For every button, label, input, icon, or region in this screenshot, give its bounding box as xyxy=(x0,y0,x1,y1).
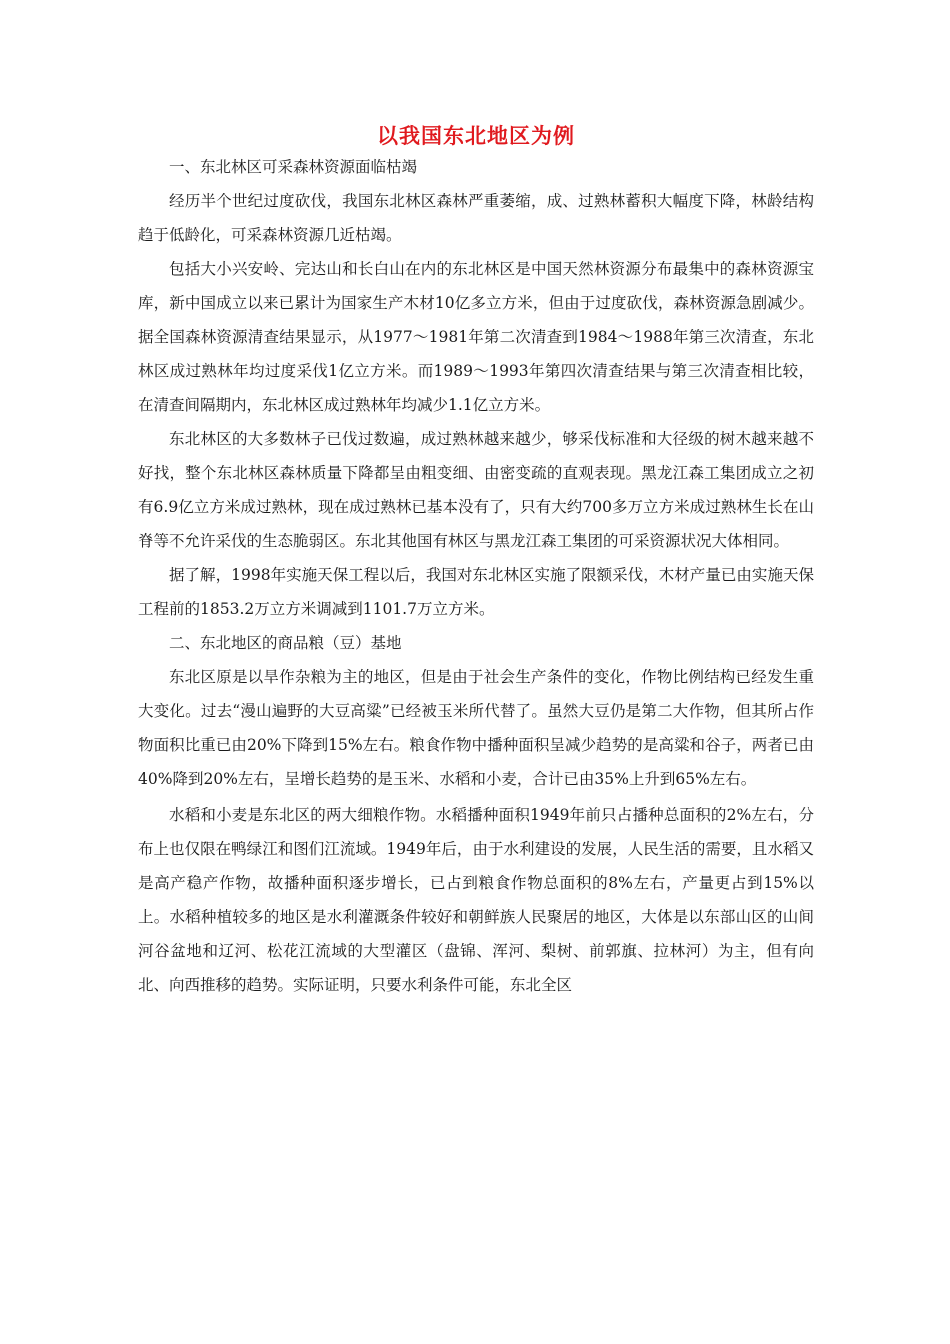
paragraph: 包括大小兴安岭、完达山和长白山在内的东北林区是中国天然林资源分布最集中的森林资源宝库，新中国成立以来已累计为国家生产木材10亿多立方米，但由于过度砍伐，森林资源急剧减少。据全国森林资源清查结果显示，从1977～1981年第二次清查到1984～1988年第三次清查，东北林区成过熟林年均过度采伐1亿立方米。而1989～1993年第四次清查结果与第三次清查相比较，在清查间隔期内，东北林区成过熟林年均减少1.1亿立方米。 xyxy=(138,260,814,414)
paragraph: 东北林区的大多数林子已伐过数遍，成过熟林越来越少，够采伐标准和大径级的树木越来越不好找，整个东北林区森林质量下降都呈由粗变细、由密变疏的直观表现。黑龙江森工集团成立之初有6.9亿立方米成过熟林，现在成过熟林已基本没有了，只有大约700多万立方米成过熟林生长在山脊等不允许采伐的生态脆弱区。东北其他国有林区与黑龙江森工集团的可采资源状况大体相同。 xyxy=(138,430,814,550)
document-title: 以我国东北地区为例 xyxy=(377,123,575,148)
paragraph: 东北区原是以旱作杂粮为主的地区，但是由于社会生产条件的变化，作物比例结构已经发生重大变化。过去“漫山遍野的大豆高粱”已经被玉米所代替了。虽然大豆仍是第二大作物，但其所占作物面积比重已由20%下降到15%左右。粮食作物中播种面积呈减少趋势的是高粱和谷子，两者已由40%降到20%左右，呈增长趋势的是玉米、水稻和小麦，合计已由35%上升到65%左右。 xyxy=(138,668,814,788)
section-heading-2: 二、东北地区的商品粮（豆）基地 xyxy=(169,634,402,652)
paragraph: 水稻和小麦是东北区的两大细粮作物。水稻播种面积1949年前只占播种总面积的2%左右，分布上也仅限在鸭绿江和图们江流域。1949年后，由于水利建设的发展，人民生活的需要，且水稻又是高产稳产作物，故播种面积逐步增长，已占到粮食作物总面积的8%左右，产量更占到15%以上。水稻种植较多的地区是水利灌溉条件较好和朝鲜族人民聚居的地区，大体是以东部山区的山间河谷盆地和辽河、松花江流域的大型灌区（盘锦、浑河、梨树、前郭旗、拉林河）为主，但有向北、向西推移的趋势。实际证明，只要水利条件可能，东北全区 xyxy=(138,806,814,994)
section-heading-1: 一、东北林区可采森林资源面临枯竭 xyxy=(169,158,418,176)
paragraph: 经历半个世纪过度砍伐，我国东北林区森林严重萎缩，成、过熟林蓄积大幅度下降，林龄结构趋于低龄化，可采森林资源几近枯竭。 xyxy=(138,192,814,244)
document-body xyxy=(138,150,814,1002)
paragraph: 据了解，1998年实施天保工程以后，我国对东北林区实施了限额采伐，木材产量已由实施天保工程前的1853.2万立方米调减到1101.7万立方米。 xyxy=(138,566,814,618)
